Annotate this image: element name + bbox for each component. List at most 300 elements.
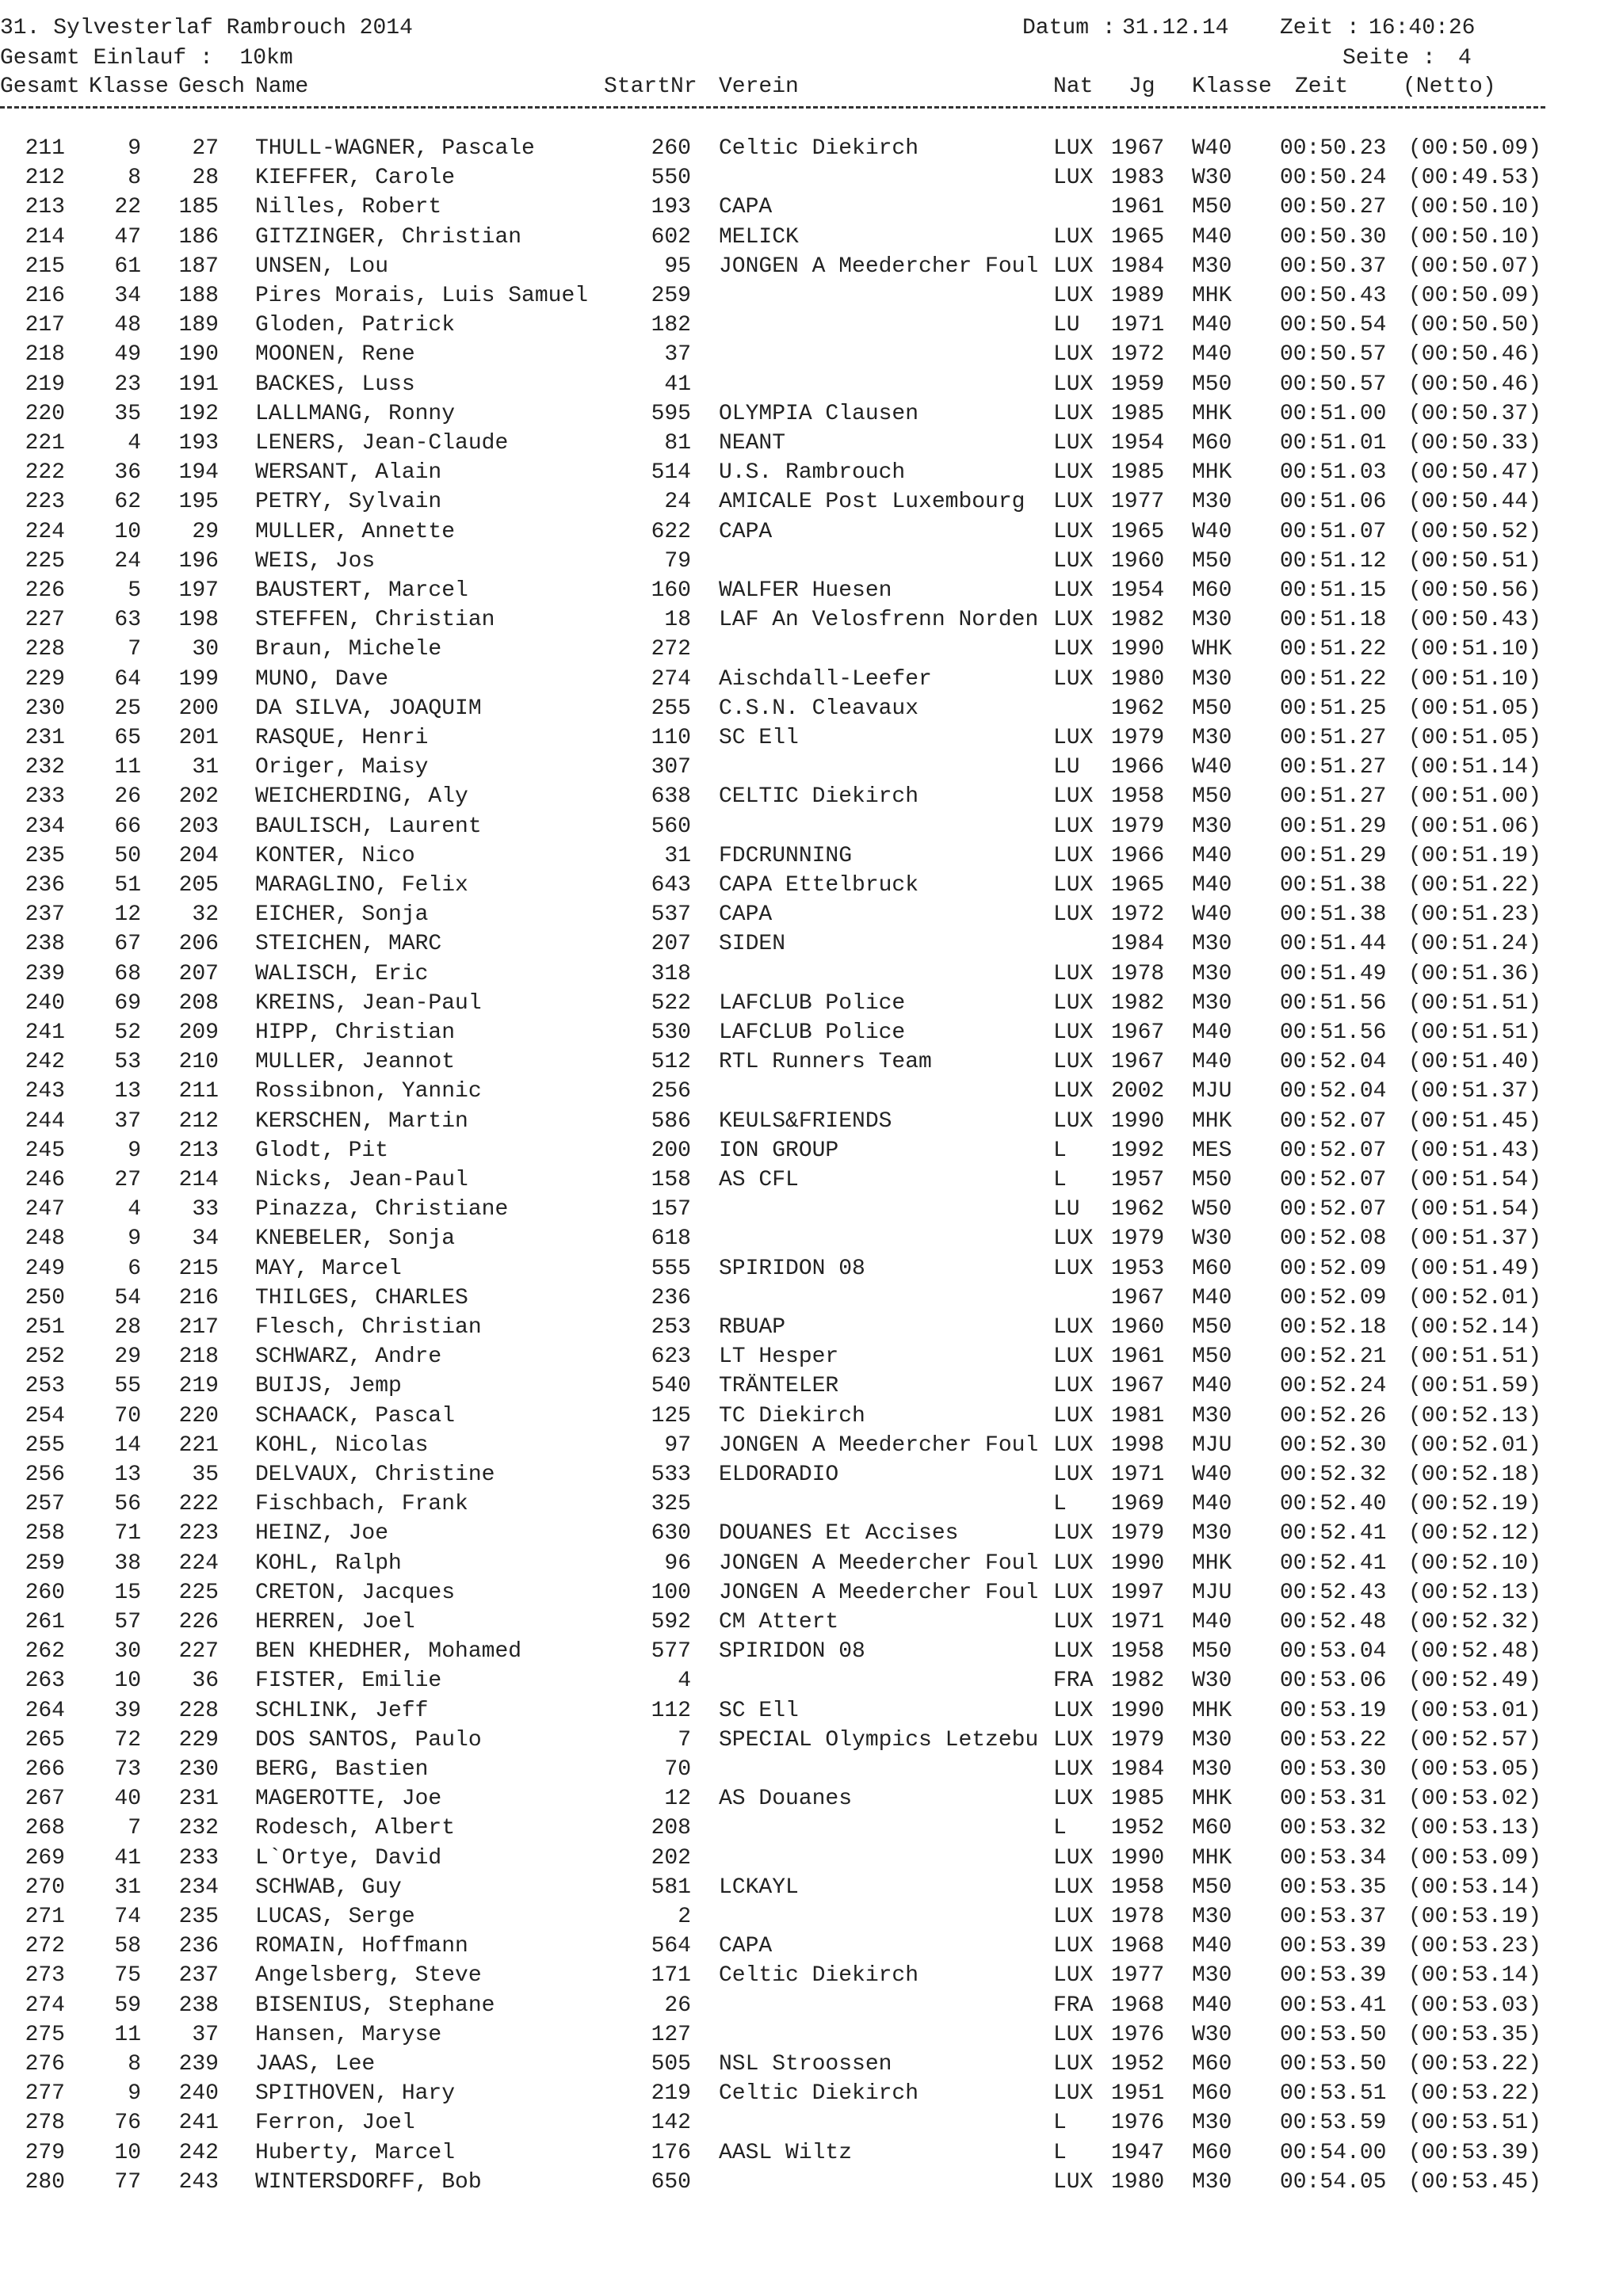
cell-gesamt: 240 (25, 990, 65, 1016)
cell-klasse: W40 (1192, 755, 1232, 780)
cell-klasse: M50 (1192, 1315, 1232, 1340)
cell-nat: LUX (1053, 460, 1094, 486)
cell-name: KOHL, Ralph (255, 1550, 402, 1576)
cell-name: BACKES, Luss (255, 372, 415, 397)
cell-verein: NEANT (719, 431, 786, 456)
cell-verein: SPECIAL Olympics Letzebu (719, 1727, 1039, 1753)
cell-netto: (00:53.23) (1408, 1934, 1542, 1959)
cell-gesamt: 253 (25, 1374, 65, 1399)
cell-klasse-rank: 28 (114, 1315, 141, 1340)
cell-jg: 1965 (1111, 873, 1165, 898)
cell-name: SCHWARZ, Andre (255, 1344, 442, 1370)
cell-zeit: 00:51.56 (1280, 1020, 1387, 1045)
cell-jg: 1967 (1111, 136, 1165, 161)
cell-klasse-rank: 35 (114, 401, 141, 426)
cell-name: MAY, Marcel (255, 1256, 402, 1281)
cell-gesch: 204 (178, 843, 219, 868)
cell-name: HIPP, Christian (255, 1020, 456, 1045)
table-row (0, 990, 1623, 1018)
cell-jg: 1954 (1111, 578, 1165, 603)
cell-gesch: 210 (178, 1050, 219, 1075)
table-row (0, 400, 1623, 429)
cell-name: LUCAS, Serge (255, 1905, 415, 1929)
cell-gesamt: 254 (25, 1403, 65, 1428)
cell-gesamt: 237 (25, 902, 65, 928)
cell-gesch: 239 (178, 2052, 219, 2077)
cell-nat: L (1053, 1138, 1067, 1163)
cell-gesch: 219 (178, 1374, 219, 1399)
cell-gesamt: 270 (25, 1875, 65, 1900)
cell-nat: LUX (1053, 1727, 1094, 1753)
cell-startnr: 325 (651, 1492, 691, 1517)
cell-nat: LUX (1053, 961, 1094, 986)
cell-startnr: 530 (651, 1020, 691, 1045)
cell-klasse: M40 (1192, 1610, 1232, 1634)
cell-klasse-rank: 54 (114, 1285, 141, 1310)
cell-nat: L (1053, 2111, 1067, 2136)
cell-netto: (00:52.13) (1408, 1580, 1542, 1605)
cell-jg: 1967 (1111, 1020, 1165, 1045)
table-row (0, 2109, 1623, 2138)
cell-klasse-rank: 52 (114, 1020, 141, 1045)
cell-gesch: 37 (192, 2022, 219, 2047)
cell-name: KIEFFER, Carole (255, 166, 456, 191)
cell-klasse-rank: 66 (114, 814, 141, 839)
cell-gesch: 228 (178, 1698, 219, 1723)
cell-jg: 1981 (1111, 1403, 1165, 1428)
cell-zeit: 00:52.41 (1280, 1550, 1387, 1576)
cell-startnr: 550 (651, 166, 691, 191)
cell-netto: (00:51.00) (1408, 784, 1542, 810)
cell-name: Fischbach, Frank (255, 1492, 468, 1517)
cell-nat: LUX (1053, 1256, 1094, 1281)
cell-klasse: M60 (1192, 1816, 1232, 1841)
cell-klasse: M40 (1192, 313, 1232, 338)
cell-startnr: 171 (651, 1963, 691, 1989)
cell-startnr: 259 (651, 284, 691, 308)
table-row (0, 1314, 1623, 1342)
cell-zeit: 00:53.39 (1280, 1963, 1387, 1989)
cell-klasse-rank: 15 (114, 1580, 141, 1605)
cell-verein: Celtic Diekirch (719, 2081, 919, 2107)
cell-verein: JONGEN A Meedercher Foul (719, 1550, 1039, 1576)
cell-zeit: 00:53.39 (1280, 1934, 1387, 1959)
cell-klasse: M40 (1192, 1374, 1232, 1399)
cell-jg: 1954 (1111, 431, 1165, 456)
cell-zeit: 00:53.04 (1280, 1639, 1387, 1665)
cell-gesamt: 261 (25, 1610, 65, 1634)
cell-klasse-rank: 27 (114, 1168, 141, 1192)
cell-netto: (00:53.13) (1408, 1816, 1542, 1841)
cell-nat: LUX (1053, 990, 1094, 1016)
cell-netto: (00:50.46) (1408, 342, 1542, 368)
cell-klasse-rank: 69 (114, 990, 141, 1016)
cell-name: SCHWAB, Guy (255, 1875, 402, 1900)
cell-gesamt: 234 (25, 814, 65, 839)
cell-nat: LUX (1053, 1875, 1094, 1900)
cell-verein: Celtic Diekirch (719, 136, 919, 161)
cell-nat: LUX (1053, 1580, 1094, 1605)
cell-netto: (00:53.45) (1408, 2169, 1542, 2195)
table-row (0, 2139, 1623, 2168)
cell-gesamt: 272 (25, 1934, 65, 1959)
cell-nat: LUX (1053, 814, 1094, 839)
table-row (0, 1667, 1623, 1695)
cell-startnr: 253 (651, 1315, 691, 1340)
cell-gesch: 237 (178, 1963, 219, 1989)
cell-gesch: 185 (178, 195, 219, 220)
cell-netto: (00:51.10) (1408, 666, 1542, 692)
cell-gesch: 207 (178, 961, 219, 986)
cell-name: Flesch, Christian (255, 1315, 482, 1340)
cell-klasse-rank: 37 (114, 1108, 141, 1134)
cell-klasse-rank: 40 (114, 1787, 141, 1812)
cell-nat: LUX (1053, 1432, 1094, 1458)
cell-verein: SIDEN (719, 932, 786, 957)
cell-klasse: M60 (1192, 2140, 1232, 2165)
cell-name: STEFFEN, Christian (255, 608, 495, 633)
time-value: 16:40:26 (1369, 16, 1476, 40)
table-row (0, 1343, 1623, 1371)
cell-nat: LUX (1053, 578, 1094, 603)
cell-klasse-rank: 13 (114, 1079, 141, 1104)
cell-klasse-rank: 23 (114, 372, 141, 397)
cell-name: MUNO, Dave (255, 666, 389, 692)
cell-name: KNEBELER, Sonja (255, 1226, 456, 1252)
cell-netto: (00:53.02) (1408, 1787, 1542, 1812)
cell-nat: LUX (1053, 666, 1094, 692)
cell-verein: LAFCLUB Police (719, 1020, 906, 1045)
cell-startnr: 555 (651, 1256, 691, 1281)
cell-jg: 1951 (1111, 2081, 1165, 2107)
cell-jg: 1958 (1111, 1875, 1165, 1900)
cell-gesamt: 260 (25, 1580, 65, 1605)
table-row (0, 223, 1623, 252)
cell-jg: 1947 (1111, 2140, 1165, 2165)
cell-verein: CAPA (719, 902, 773, 928)
cell-klasse: M60 (1192, 578, 1232, 603)
cell-klasse-rank: 12 (114, 902, 141, 928)
cell-name: CRETON, Jacques (255, 1580, 456, 1605)
cell-klasse: W30 (1192, 2022, 1232, 2047)
cell-name: THILGES, CHARLES (255, 1285, 468, 1310)
cell-name: WEIS, Jos (255, 548, 376, 574)
cell-nat: LUX (1053, 2081, 1094, 2107)
cell-nat: FRA (1053, 1993, 1094, 2018)
cell-klasse-rank: 55 (114, 1374, 141, 1399)
cell-zeit: 00:51.38 (1280, 902, 1387, 928)
cell-gesch: 186 (178, 224, 219, 250)
cell-zeit: 00:50.27 (1280, 195, 1387, 220)
cell-netto: (00:53.22) (1408, 2081, 1542, 2107)
cell-name: WINTERSDORFF, Bob (255, 2169, 482, 2195)
cell-zeit: 00:51.25 (1280, 696, 1387, 721)
cell-zeit: 00:50.23 (1280, 136, 1387, 161)
cell-klasse: M60 (1192, 431, 1232, 456)
table-row (0, 1077, 1623, 1106)
cell-verein: CAPA Ettelbruck (719, 873, 919, 898)
cell-gesch: 196 (178, 548, 219, 574)
cell-klasse: WHK (1192, 637, 1232, 662)
cell-klasse: M40 (1192, 1050, 1232, 1075)
cell-nat: LUX (1053, 608, 1094, 633)
cell-jg: 1977 (1111, 490, 1165, 515)
cell-gesamt: 223 (25, 490, 65, 515)
cell-startnr: 31 (664, 843, 691, 868)
cell-klasse-rank: 29 (114, 1344, 141, 1370)
cell-name: BERG, Bastien (255, 1757, 429, 1782)
cell-zeit: 00:51.12 (1280, 548, 1387, 574)
cell-gesamt: 276 (25, 2052, 65, 2077)
cell-name: SPITHOVEN, Hary (255, 2081, 456, 2107)
cell-klasse: M30 (1192, 2111, 1232, 2136)
cell-netto: (00:50.56) (1408, 578, 1542, 603)
cell-name: Huberty, Marcel (255, 2140, 456, 2165)
cell-gesch: 213 (178, 1138, 219, 1163)
table-row (0, 1196, 1623, 1224)
cell-zeit: 00:52.04 (1280, 1079, 1387, 1104)
cell-name: UNSEN, Lou (255, 254, 389, 279)
cell-verein: TC Diekirch (719, 1403, 865, 1428)
cell-zeit: 00:52.09 (1280, 1285, 1387, 1310)
cell-gesamt: 280 (25, 2169, 65, 2195)
table-row (0, 635, 1623, 664)
cell-startnr: 208 (651, 1816, 691, 1841)
cell-gesch: 189 (178, 313, 219, 338)
cell-klasse: M30 (1192, 490, 1232, 515)
cell-startnr: 125 (651, 1403, 691, 1428)
cell-gesamt: 245 (25, 1138, 65, 1163)
cell-netto: (00:51.36) (1408, 961, 1542, 986)
cell-zeit: 00:51.27 (1280, 755, 1387, 780)
cell-klasse-rank: 48 (114, 313, 141, 338)
cell-klasse: W30 (1192, 1669, 1232, 1694)
cell-klasse: M30 (1192, 961, 1232, 986)
cell-jg: 1979 (1111, 1521, 1165, 1547)
cell-nat: LUX (1053, 637, 1094, 662)
cell-klasse: M30 (1192, 2169, 1232, 2195)
cell-zeit: 00:53.41 (1280, 1993, 1387, 2018)
cell-gesch: 31 (192, 755, 219, 780)
cell-klasse-rank: 5 (128, 578, 141, 603)
cell-verein: CAPA (719, 519, 773, 544)
cell-name: MAGEROTTE, Joe (255, 1787, 442, 1812)
cell-zeit: 00:52.07 (1280, 1197, 1387, 1222)
cell-klasse: M40 (1192, 843, 1232, 868)
cell-zeit: 00:50.43 (1280, 284, 1387, 308)
cell-gesch: 188 (178, 284, 219, 308)
cell-netto: (00:51.54) (1408, 1168, 1542, 1192)
cell-name: Ferron, Joel (255, 2111, 415, 2136)
cell-gesamt: 262 (25, 1639, 65, 1665)
table-row (0, 1579, 1623, 1608)
cell-gesamt: 256 (25, 1463, 65, 1487)
cell-klasse: M50 (1192, 784, 1232, 810)
cell-startnr: 207 (651, 932, 691, 957)
cell-gesamt: 224 (25, 519, 65, 544)
cell-netto: (00:50.10) (1408, 195, 1542, 220)
cell-klasse: M50 (1192, 1344, 1232, 1370)
cell-klasse: M30 (1192, 1963, 1232, 1989)
cell-jg: 1952 (1111, 2052, 1165, 2077)
cell-netto: (00:51.14) (1408, 755, 1542, 780)
cell-gesch: 218 (178, 1344, 219, 1370)
cell-jg: 1984 (1111, 932, 1165, 957)
cell-gesamt: 236 (25, 873, 65, 898)
cell-verein: C.S.N. Cleavaux (719, 696, 919, 721)
cell-startnr: 193 (651, 195, 691, 220)
cell-gesamt: 238 (25, 932, 65, 957)
cell-name: Glodt, Pit (255, 1138, 389, 1163)
cell-gesamt: 214 (25, 224, 65, 250)
table-row (0, 1225, 1623, 1253)
table-row (0, 1490, 1623, 1519)
cell-klasse-rank: 74 (114, 1905, 141, 1929)
cell-gesch: 202 (178, 784, 219, 810)
cell-zeit: 00:51.29 (1280, 814, 1387, 839)
cell-klasse: M30 (1192, 254, 1232, 279)
cell-name: BISENIUS, Stephane (255, 1993, 495, 2018)
cell-verein: MELICK (719, 224, 799, 250)
cell-gesch: 215 (178, 1256, 219, 1281)
cell-klasse: MHK (1192, 1845, 1232, 1871)
cell-nat: LUX (1053, 1639, 1094, 1665)
cell-gesamt: 217 (25, 313, 65, 338)
cell-klasse-rank: 62 (114, 490, 141, 515)
cell-klasse: M30 (1192, 608, 1232, 633)
cell-gesamt: 218 (25, 342, 65, 368)
cell-startnr: 564 (651, 1934, 691, 1959)
cell-jg: 1966 (1111, 755, 1165, 780)
cell-verein: Aischdall-Leefer (719, 666, 932, 692)
cell-zeit: 00:53.34 (1280, 1845, 1387, 1871)
cell-klasse-rank: 63 (114, 608, 141, 633)
cell-klasse-rank: 53 (114, 1050, 141, 1075)
cell-startnr: 602 (651, 224, 691, 250)
cell-gesamt: 235 (25, 843, 65, 868)
cell-zeit: 00:50.57 (1280, 342, 1387, 368)
cell-netto: (00:52.12) (1408, 1521, 1542, 1547)
table-row (0, 1697, 1623, 1726)
cell-startnr: 512 (651, 1050, 691, 1075)
header-line-1 (0, 14, 1623, 43)
cell-zeit: 00:51.03 (1280, 460, 1387, 486)
cell-netto: (00:52.48) (1408, 1639, 1542, 1665)
table-row (0, 724, 1623, 753)
cell-nat: LUX (1053, 1934, 1094, 1959)
cell-name: DA SILVA, JOAQUIM (255, 696, 482, 721)
cell-startnr: 96 (664, 1550, 691, 1576)
cell-startnr: 81 (664, 431, 691, 456)
cell-name: L`Ortye, David (255, 1845, 442, 1871)
table-row (0, 1108, 1623, 1136)
cell-zeit: 00:51.01 (1280, 431, 1387, 456)
cell-name: EICHER, Sonja (255, 902, 429, 928)
cell-gesch: 227 (178, 1639, 219, 1665)
cell-name: Angelsberg, Steve (255, 1963, 482, 1989)
cell-name: HEINZ, Joe (255, 1521, 389, 1547)
cell-nat: LUX (1053, 284, 1094, 308)
cell-zeit: 00:52.18 (1280, 1315, 1387, 1340)
cell-zeit: 00:53.50 (1280, 2022, 1387, 2047)
cell-klasse-rank: 73 (114, 1757, 141, 1782)
cell-zeit: 00:51.56 (1280, 990, 1387, 1016)
cell-klasse-rank: 30 (114, 1639, 141, 1665)
cell-startnr: 586 (651, 1108, 691, 1134)
cell-startnr: 272 (651, 637, 691, 662)
cell-netto: (00:53.19) (1408, 1905, 1542, 1929)
cell-nat: LUX (1053, 1079, 1094, 1104)
cell-klasse: M60 (1192, 2081, 1232, 2107)
cell-jg: 1972 (1111, 342, 1165, 368)
cell-klasse: M40 (1192, 873, 1232, 898)
cell-verein: WALFER Huesen (719, 578, 892, 603)
cell-klasse: M40 (1192, 1285, 1232, 1310)
cell-zeit: 00:51.07 (1280, 519, 1387, 544)
cell-nat: LUX (1053, 254, 1094, 279)
cell-name: STEICHEN, MARC (255, 932, 442, 957)
cell-nat: LUX (1053, 843, 1094, 868)
cell-klasse-rank: 47 (114, 224, 141, 250)
cell-klasse: M60 (1192, 2052, 1232, 2077)
table-row (0, 1550, 1623, 1578)
cell-name: LALLMANG, Ronny (255, 401, 456, 426)
cell-gesch: 232 (178, 1816, 219, 1841)
cell-verein: AMICALE Post Luxembourg (719, 490, 1025, 515)
cell-verein: SPIRIDON 08 (719, 1639, 865, 1665)
cell-nat: LUX (1053, 1020, 1094, 1045)
cell-startnr: 110 (651, 726, 691, 750)
cell-name: DOS SANTOS, Paulo (255, 1727, 482, 1753)
cell-nat: LU (1053, 313, 1080, 338)
cell-gesamt: 274 (25, 1993, 65, 2018)
header-line-2 (0, 44, 1623, 73)
cell-gesch: 234 (178, 1875, 219, 1900)
cell-name: MULLER, Annette (255, 519, 456, 544)
cell-zeit: 00:51.06 (1280, 490, 1387, 515)
cell-zeit: 00:50.57 (1280, 372, 1387, 397)
cell-startnr: 219 (651, 2081, 691, 2107)
cell-startnr: 522 (651, 990, 691, 1016)
cell-gesch: 214 (178, 1168, 219, 1192)
table-row (0, 2050, 1623, 2079)
cell-gesch: 223 (178, 1521, 219, 1547)
cell-zeit: 00:51.00 (1280, 401, 1387, 426)
cell-name: Hansen, Maryse (255, 2022, 442, 2047)
table-row (0, 606, 1623, 635)
cell-startnr: 307 (651, 755, 691, 780)
cell-verein: TRÄNTELER (719, 1374, 839, 1399)
cell-nat: LUX (1053, 1344, 1094, 1370)
cell-gesch: 192 (178, 401, 219, 426)
cell-startnr: 236 (651, 1285, 691, 1310)
cell-klasse: M30 (1192, 990, 1232, 1016)
cell-startnr: 577 (651, 1639, 691, 1665)
cell-gesch: 34 (192, 1226, 219, 1252)
cell-startnr: 274 (651, 666, 691, 692)
cell-gesamt: 265 (25, 1727, 65, 1753)
cell-jg: 1967 (1111, 1285, 1165, 1310)
cell-klasse: MJU (1192, 1079, 1232, 1104)
cell-verein: CELTIC Diekirch (719, 784, 919, 810)
cell-nat: LUX (1053, 1963, 1094, 1989)
cell-startnr: 537 (651, 902, 691, 928)
cell-nat: LUX (1053, 726, 1094, 750)
cell-jg: 1980 (1111, 2169, 1165, 2195)
cell-klasse-rank: 68 (114, 961, 141, 986)
cell-netto: (00:51.37) (1408, 1226, 1542, 1252)
cell-gesamt: 264 (25, 1698, 65, 1723)
